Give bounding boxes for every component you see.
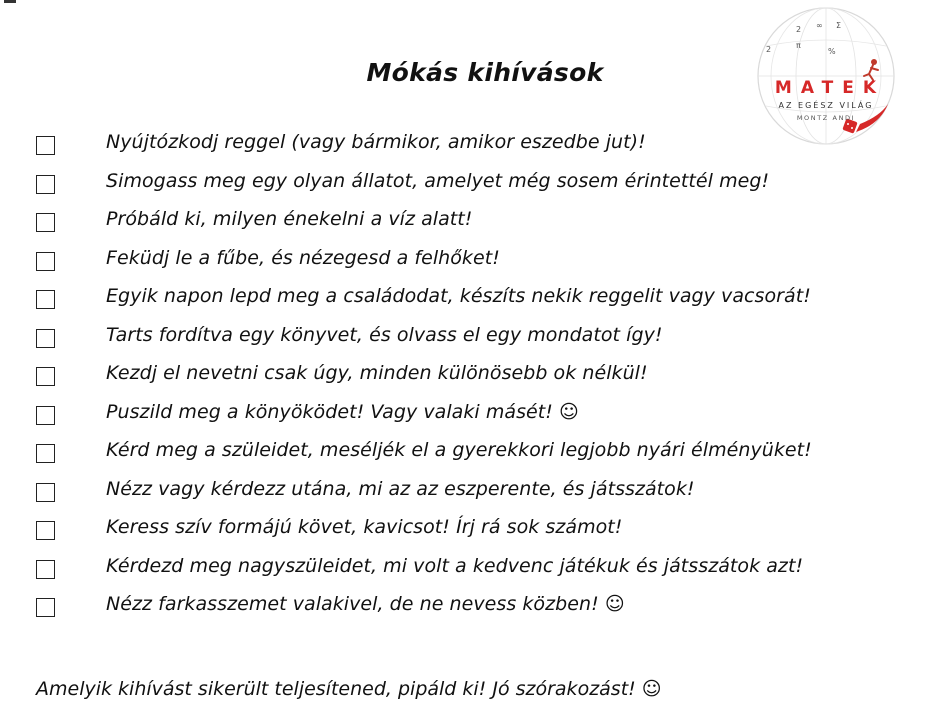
challenge-checkbox[interactable] — [36, 367, 55, 386]
challenge-text: Nézz farkasszemet valakivel, de ne nevess közben! ☺ — [106, 593, 625, 615]
challenge-checkbox[interactable] — [36, 483, 55, 502]
challenge-checkbox[interactable] — [36, 290, 55, 309]
challenge-item — [0, 513, 946, 552]
challenge-text: Puszild meg a könyöködet! Vagy valaki másét! ☺ — [106, 400, 579, 423]
challenge-text: Kérdezd meg nagyszüleidet, mi volt a kedvenc játékuk és játsszátok azt! — [106, 554, 804, 577]
challenge-text: Simogass meg egy olyan állatot, amelyet még sosem érintettél meg! — [106, 169, 770, 192]
challenge-checkbox[interactable] — [36, 175, 55, 194]
challenge-text: Nyújtózkodj reggel (vagy bármikor, amikor eszedbe jut)! — [106, 131, 646, 153]
symbol-pi: π — [796, 41, 801, 50]
edge-mark — [4, 0, 16, 3]
challenge-text: Próbáld ki, milyen énekelni a víz alatt! — [106, 208, 473, 230]
challenge-item — [0, 436, 946, 475]
challenge-text: Nézz vagy kérdezz utána, mi az az eszperente, és játsszátok! — [106, 477, 695, 500]
challenge-text: Kezdj el nevetni csak úgy, minden különösebb ok nélkül! — [106, 362, 648, 384]
challenge-item — [0, 590, 946, 629]
challenge-text: Feküdj le a fűbe, és nézegesd a felhőket! — [106, 246, 500, 269]
challenge-checkbox[interactable] — [36, 213, 55, 232]
logo-subtitle: AZ EGÉSZ VILÁG — [778, 101, 874, 110]
challenge-list — [0, 128, 946, 629]
challenge-item — [0, 321, 946, 360]
symbol-sigma: Σ — [836, 21, 842, 30]
challenge-checkbox[interactable] — [36, 560, 55, 579]
challenge-checkbox[interactable] — [36, 329, 55, 348]
symbol-two: 2 — [796, 25, 802, 34]
challenge-checkbox[interactable] — [36, 136, 55, 155]
challenge-checkbox[interactable] — [36, 444, 55, 463]
challenge-item — [0, 359, 946, 398]
logo-author: MONTZ ANDI — [796, 114, 856, 122]
challenge-item — [0, 244, 946, 283]
challenge-text: Kérd meg a szüleidet, meséljék el a gyerekkori legjobb nyári élményüket! — [106, 439, 812, 461]
challenge-item — [0, 475, 946, 514]
symbol-infinity: ∞ — [816, 21, 823, 30]
page-title: Mókás kihívások — [366, 58, 604, 87]
challenge-checkbox[interactable] — [36, 252, 55, 271]
challenge-text: Tarts fordítva egy könyvet, és olvass el egy mondatot így! — [106, 323, 663, 346]
challenge-item — [0, 398, 946, 437]
footer-note: Amelyik kihívást sikerült teljesítened, pipáld ki! Jó szórakozást! ☺ — [36, 678, 662, 700]
challenge-item — [0, 167, 946, 206]
challenge-checkbox[interactable] — [36, 406, 55, 425]
challenge-item — [0, 552, 946, 591]
challenge-item — [0, 205, 946, 244]
logo-word: MATEK — [774, 78, 886, 98]
symbol-percent: % — [828, 47, 836, 56]
symbol-two-left: 2 — [766, 45, 772, 54]
challenge-text: Egyik napon lepd meg a családodat, készíts nekik reggelit vagy vacsorát! — [106, 285, 811, 307]
challenge-checkbox[interactable] — [36, 521, 55, 540]
challenge-text: Keress szív formájú követ, kavicsot! Írj rá sok számot! — [106, 516, 623, 538]
challenge-item — [0, 128, 946, 167]
challenge-checkbox[interactable] — [36, 598, 55, 617]
challenge-item — [0, 282, 946, 321]
